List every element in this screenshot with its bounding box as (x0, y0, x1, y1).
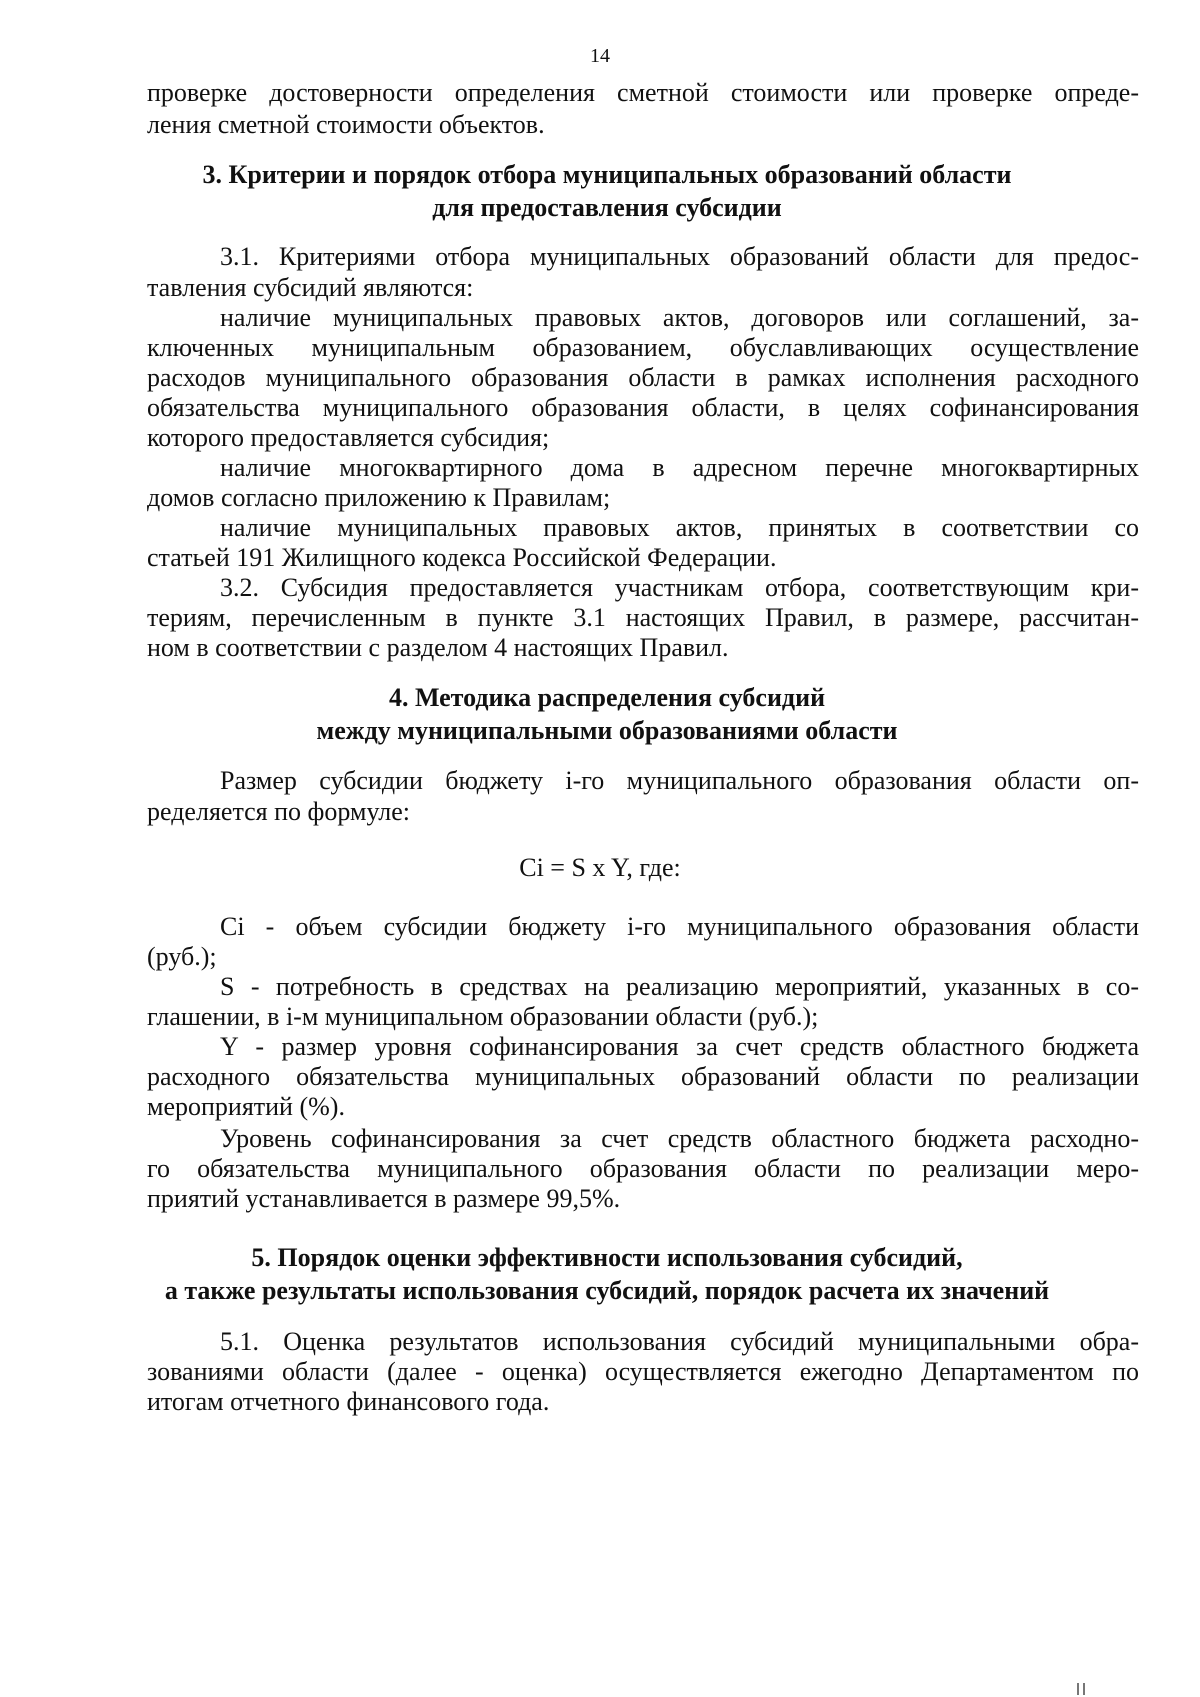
body-line: ределяется по формуле: (147, 797, 411, 826)
section-heading-line: для предоставления субсидии (432, 193, 782, 222)
body-line: Размер субсидии бюджету i-го муниципального образования области оп- (220, 766, 1139, 795)
body-line: Y - размер уровня софинансирования за счет средств областного бюджета (220, 1032, 1139, 1061)
section-heading-line: между муниципальными образованиями области (316, 716, 898, 745)
body-line: наличие муниципальных правовых актов, принятых в соответствии со (220, 513, 1139, 542)
body-line: глашении, в i-м муниципальном образовании области (руб.); (147, 1002, 819, 1031)
section-5-heading (130, 1241, 1084, 1307)
body-line: итогам отчетного финансового года. (147, 1387, 550, 1416)
body-line: Уровень софинансирования за счет средств областного бюджета расходно- (220, 1124, 1139, 1153)
body-line: тавления субсидий являются: (147, 273, 474, 302)
body-line: расходов муниципального образования области в рамках исполнения расходного (147, 363, 1139, 392)
body-line: приятий устанавливается в размере 99,5%. (147, 1184, 621, 1213)
body-line: наличие муниципальных правовых актов, договоров или соглашений, за- (220, 303, 1139, 332)
body-line: териям, перечисленным в пункте 3.1 настоящих Правил, в размере, рассчитан- (147, 603, 1139, 632)
section-heading-line: 5. Порядок оценки эффективности использования субсидий, (251, 1243, 963, 1272)
section-heading-line: 4. Методика распределения субсидий (388, 683, 826, 712)
body-line: 5.1. Оценка результатов использования субсидий муниципальными обра- (220, 1327, 1139, 1356)
body-line: обязательства муниципального образования области, в целях софинансирования (147, 393, 1139, 422)
section-heading-line: 3. Критерии и порядок отбора муниципальных образований области (202, 160, 1012, 189)
body-line: 3.2. Субсидия предоставляется участникам отбора, соответствующим кри- (220, 573, 1139, 602)
body-line: ления сметной стоимости объектов. (147, 110, 545, 139)
scan-mark (1077, 1683, 1079, 1695)
section-heading-line: а также результаты использования субсидий, порядок расчета их значений (164, 1276, 1050, 1305)
body-line: которого предоставляется субсидия; (147, 423, 550, 452)
scan-mark (1083, 1683, 1085, 1695)
section-4-heading (130, 681, 1084, 747)
body-line: 3.1. Критериями отбора муниципальных образований области для предос- (220, 242, 1139, 271)
page-number: 14 (590, 45, 610, 67)
body-line: домов согласно приложению к Правилам; (147, 483, 611, 512)
body-line: (руб.); (147, 942, 217, 971)
body-line: ном в соответствии с разделом 4 настоящих Правил. (147, 633, 729, 662)
body-line: наличие многоквартирного дома в адресном перечне многоквартирных (220, 453, 1139, 482)
formula: Ci = S x Y, где: (519, 853, 681, 882)
body-line: ключенных муниципальным образованием, обуславливающих осуществление (147, 333, 1139, 362)
body-line: расходного обязательства муниципальных образований области по реализации (147, 1062, 1139, 1091)
section-3-heading (130, 158, 1084, 224)
body-line: го обязательства муниципального образования области по реализации меро- (147, 1154, 1139, 1183)
body-line: S - потребность в средствах на реализацию мероприятий, указанных в со- (220, 972, 1139, 1001)
body-line: статьей 191 Жилищного кодекса Российской Федерации. (147, 543, 777, 572)
body-line: мероприятий (%). (147, 1092, 345, 1121)
body-line: проверке достоверности определения сметной стоимости или проверке опреде- (147, 78, 1139, 107)
body-line: Ci - объем субсидии бюджету i-го муниципального образования области (220, 912, 1139, 941)
body-line: зованиями области (далее - оценка) осуществляется ежегодно Департаментом по (147, 1357, 1139, 1386)
